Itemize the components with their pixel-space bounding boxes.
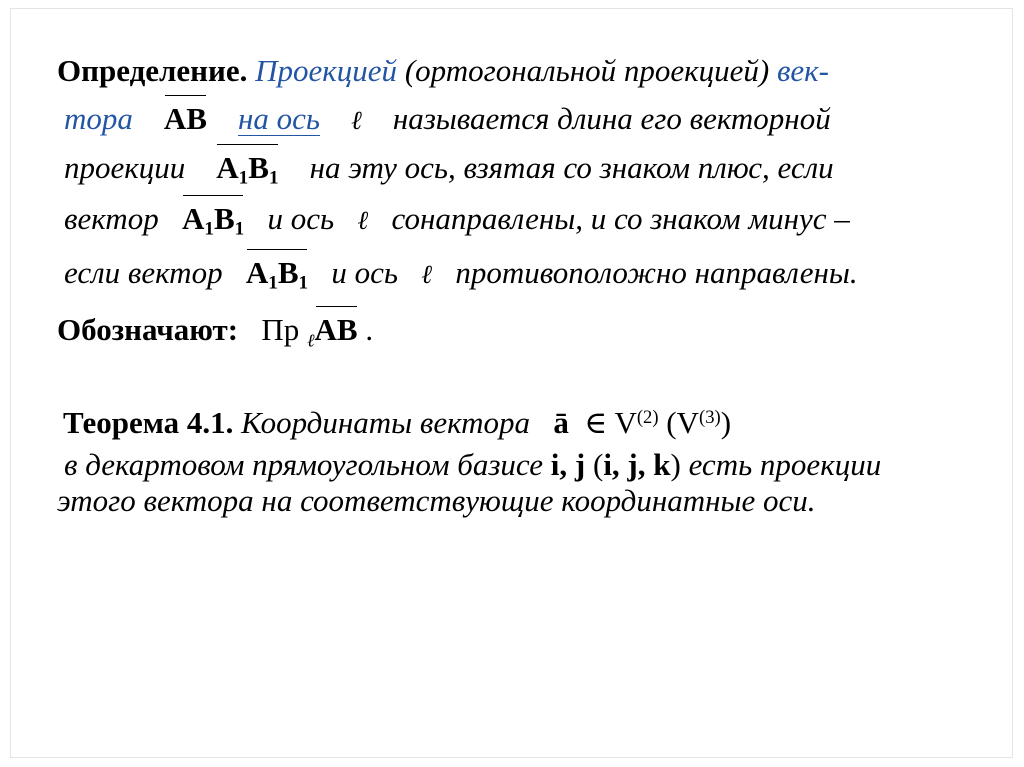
definition-term: Проекцией	[255, 53, 398, 88]
definition-taken: на эту ось, взятая со знаком плюс, если	[309, 150, 834, 185]
theorem-text1: Координаты вектора	[241, 405, 531, 441]
theorem-line2-a: в декартовом прямоугольном базисе	[64, 447, 544, 482]
basis-ijk: (i, j, k)	[592, 447, 681, 482]
definition-vek-part1: век-	[776, 53, 829, 88]
vector-a1b1: $A_1B_1$	[182, 200, 244, 248]
definition-line-2	[64, 100, 831, 140]
element-of-symbol: ∈	[584, 405, 608, 441]
theorem-line-3	[57, 482, 816, 520]
definition-heading: Определение.	[57, 53, 248, 88]
axis-ell-symbol: ℓ	[421, 260, 433, 290]
space-v3: $(V^{(3)})$	[666, 405, 732, 441]
definition-and-axis: и ось	[267, 201, 335, 236]
definition-called: называется длина его векторной	[392, 101, 831, 136]
notation-ell-subscript: ℓ	[307, 330, 315, 352]
definition-vector-word: вектор	[64, 201, 159, 236]
definition-line-1	[57, 52, 829, 90]
vector-ab: AB	[163, 101, 207, 136]
definition-proj-word: проекции	[64, 150, 186, 185]
vector-a1b1: $A_1B_1$	[246, 254, 308, 302]
definition-paren: (ортогональной проекцией)	[404, 53, 770, 88]
definition-line-3	[64, 149, 834, 197]
axis-ell-symbol: ℓ	[357, 206, 369, 236]
notation-pr: Пр	[261, 312, 300, 347]
definition-line-4	[64, 200, 850, 248]
space-v2: $V^{(2)}$	[614, 405, 659, 441]
notation-dot: .	[365, 312, 374, 347]
notation-line	[57, 311, 373, 360]
notation-vector-ab: AB	[314, 312, 358, 347]
theorem-line2-b: есть проекции	[688, 447, 882, 482]
definition-codirected: сонаправлены, и со знаком минус –	[391, 201, 850, 236]
definition-opposite: противоположно направлены.	[455, 255, 858, 290]
definition-and-axis: и ось	[331, 255, 398, 290]
definition-line-5	[64, 254, 858, 302]
definition-vek-part2: тора	[64, 101, 133, 136]
theorem-line-2	[64, 446, 881, 484]
vector-a-bar: ā	[553, 405, 569, 441]
theorem-line3: этого вектора на соответствующие координатные оси.	[57, 483, 816, 518]
vector-a1b1: $A_1B_1$	[216, 149, 278, 197]
definition-na-os: на ось	[237, 101, 320, 136]
definition-if-vector: если вектор	[64, 255, 223, 290]
basis-ij: i, j	[550, 447, 586, 482]
theorem-heading: Теорема 4.1.	[63, 405, 234, 441]
axis-ell-symbol: ℓ	[350, 106, 362, 136]
notation-label: Обозначают:	[57, 312, 239, 347]
theorem-line-1	[63, 399, 731, 442]
